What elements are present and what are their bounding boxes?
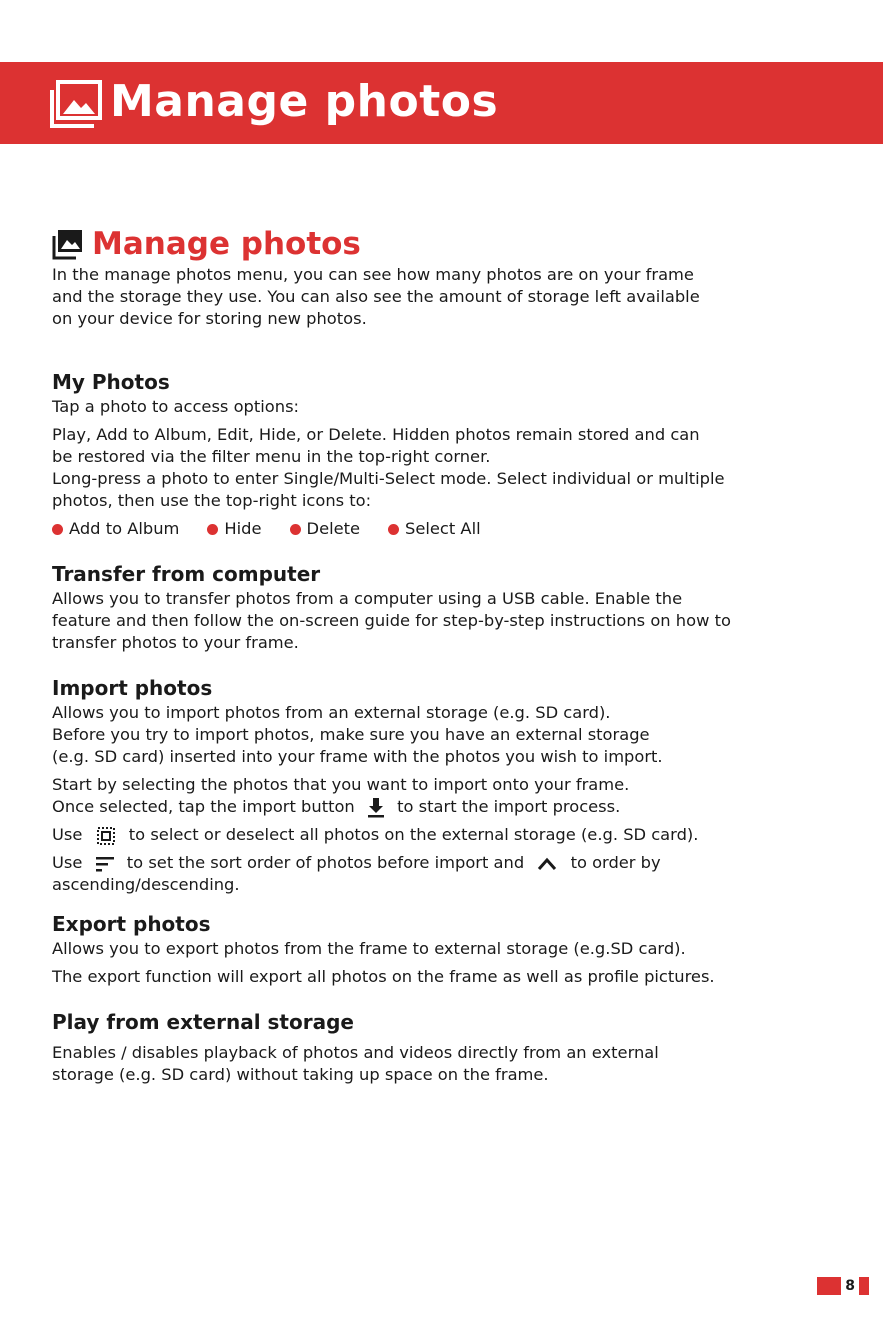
select-all-icon	[96, 826, 116, 846]
bullet-label: Add to Album	[69, 519, 180, 538]
intro-line: on your device for storing new photos.	[52, 309, 367, 328]
bullet-dot	[290, 524, 301, 535]
play-external-heading: Play from external storage	[52, 1010, 354, 1034]
bullet-select-all	[388, 518, 481, 540]
content	[52, 264, 852, 1086]
my-photos-text: photos, then use the top-right icons to:	[52, 491, 372, 510]
my-photos-text: Long-press a photo to enter Single/Multi-Select mode. Select individual or multiple	[52, 469, 725, 488]
bullet-label: Delete	[306, 519, 361, 538]
intro-line: and the storage they use. You can also see the amount of storage left available	[52, 287, 700, 306]
bullet-dot	[388, 524, 399, 535]
transfer-heading: Transfer from computer	[52, 562, 321, 586]
import-text-part: to order by	[570, 853, 661, 872]
bullet-label: Select All	[405, 519, 481, 538]
play-external-text: Enables / disables playback of photos and videos directly from an external	[52, 1043, 659, 1062]
bullet-hide	[207, 518, 261, 540]
my-photos-text: be restored via the filter menu in the top-right corner.	[52, 447, 491, 466]
bullet-dot	[52, 524, 63, 535]
page-marker	[817, 1277, 841, 1295]
import-text-part: Use	[52, 853, 83, 872]
import-text-part: to select or deselect all photos on the external storage (e.g. SD card).	[128, 825, 699, 844]
import-text: Allows you to import photos from an external storage (e.g. SD card).	[52, 703, 611, 722]
transfer-text: feature and then follow the on-screen guide for step-by-step instructions on how to	[52, 611, 731, 630]
header-banner	[0, 62, 883, 144]
banner-title: Manage photos	[110, 76, 499, 127]
intro-line: In the manage photos menu, you can see how many photos are on your frame	[52, 265, 694, 284]
import-text-part: to start the import process.	[397, 797, 621, 816]
import-text: Start by selecting the photos that you want to import onto your frame.	[52, 775, 630, 794]
transfer-text: transfer photos to your frame.	[52, 633, 299, 652]
import-text	[52, 824, 852, 846]
transfer-text: Allows you to transfer photos from a computer using a USB cable. Enable the	[52, 589, 683, 608]
gallery-icon	[50, 80, 104, 130]
import-text: (e.g. SD card) inserted into your frame with the photos you wish to import.	[52, 747, 663, 766]
chevron-up-icon	[537, 857, 557, 871]
play-external-text: storage (e.g. SD card) without taking up space on the frame.	[52, 1065, 549, 1084]
my-photos-heading: My Photos	[52, 370, 170, 394]
export-text: The export function will export all photos on the frame as well as profile pictures.	[52, 967, 715, 986]
import-heading: Import photos	[52, 676, 213, 700]
export-heading: Export photos	[52, 912, 211, 936]
download-icon	[368, 798, 384, 818]
section-header	[52, 222, 361, 266]
my-photos-text: Play, Add to Album, Edit, Hide, or Delete. Hidden photos remain stored and can	[52, 425, 700, 444]
bullet-add-to-album	[52, 518, 179, 540]
page-marker	[859, 1277, 869, 1295]
import-text-part: to set the sort order of photos before import and	[126, 853, 525, 872]
import-text: Before you try to import photos, make sure you have an external storage	[52, 725, 650, 744]
bullet-label: Hide	[224, 519, 262, 538]
import-text: ascending/descending.	[52, 875, 240, 894]
my-photos-text: Tap a photo to access options:	[52, 397, 300, 416]
import-text	[52, 796, 852, 818]
bullet-dot	[207, 524, 218, 535]
export-text: Allows you to export photos from the frame to external storage (e.g.SD card).	[52, 939, 686, 958]
import-text-part: Use	[52, 825, 83, 844]
page-number	[817, 1277, 869, 1295]
page-number-text: 8	[845, 1278, 855, 1294]
photo-icon	[52, 228, 84, 260]
import-text-part: Once selected, tap the import button	[52, 797, 355, 816]
import-text	[52, 852, 852, 874]
bullet-delete	[290, 518, 361, 540]
section-title: Manage photos	[92, 226, 361, 262]
options-bullets	[52, 518, 852, 540]
sort-icon	[96, 855, 114, 873]
